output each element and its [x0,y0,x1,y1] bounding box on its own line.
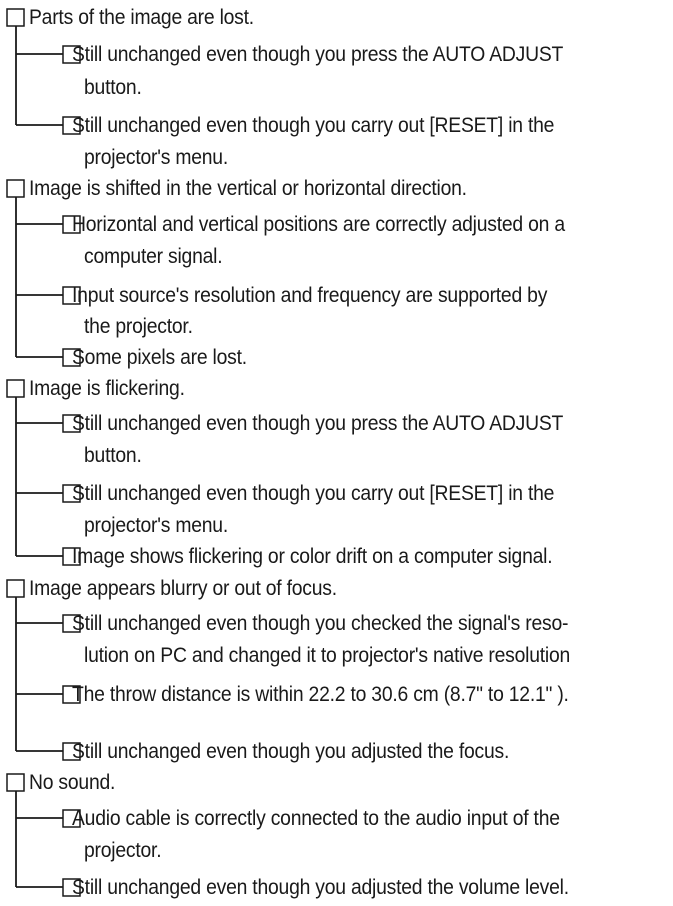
item-label: Still unchanged even though you adjusted the volume level. [72,875,569,899]
item-label: Audio cable is correctly connected to the audio input of the [72,806,560,830]
item-label: Some pixels are lost. [72,345,247,369]
group-label: Image is flickering. [29,376,185,400]
group-checkbox[interactable] [7,380,24,397]
item-label: Still unchanged even though you carry out [RESET] in the [72,113,555,137]
item-label: Input source's resolution and frequency are supported by [72,283,548,307]
item-label-continuation: computer signal. [84,244,223,268]
item-label: Image shows flickering or color drift on a computer signal. [72,544,553,568]
group-checkbox[interactable] [7,180,24,197]
item-label: Still unchanged even though you carry out [RESET] in the [72,481,555,505]
item-label-continuation: the projector. [84,314,193,338]
group-label: No sound. [29,770,116,794]
item-label-continuation: projector. [84,838,162,862]
item-label: The throw distance is within 22.2 to 30.6 cm (8.7" to 12.1" ). [72,682,569,706]
group-checkbox[interactable] [7,774,24,791]
group-label: Image is shifted in the vertical or horizontal direction. [29,176,467,200]
item-label: Horizontal and vertical positions are correctly adjusted on a [72,212,565,236]
item-label-continuation: button. [84,443,142,467]
item-label-continuation: projector's menu. [84,145,228,169]
item-label: Still unchanged even though you press the AUTO ADJUST [72,411,564,435]
item-label: Still unchanged even though you adjusted the focus. [72,739,510,763]
group-checkbox[interactable] [7,580,24,597]
item-label: Still unchanged even though you checked the signal's reso- [72,611,569,635]
item-label-continuation: lution on PC and changed it to projector's native resolution [84,643,571,667]
item-label-continuation: button. [84,75,142,99]
group-label: Image appears blurry or out of focus. [29,576,337,600]
item-label-continuation: projector's menu. [84,513,228,537]
group-label: Parts of the image are lost. [29,5,254,29]
item-label: Still unchanged even though you press the AUTO ADJUST [72,42,564,66]
group-checkbox[interactable] [7,9,24,26]
